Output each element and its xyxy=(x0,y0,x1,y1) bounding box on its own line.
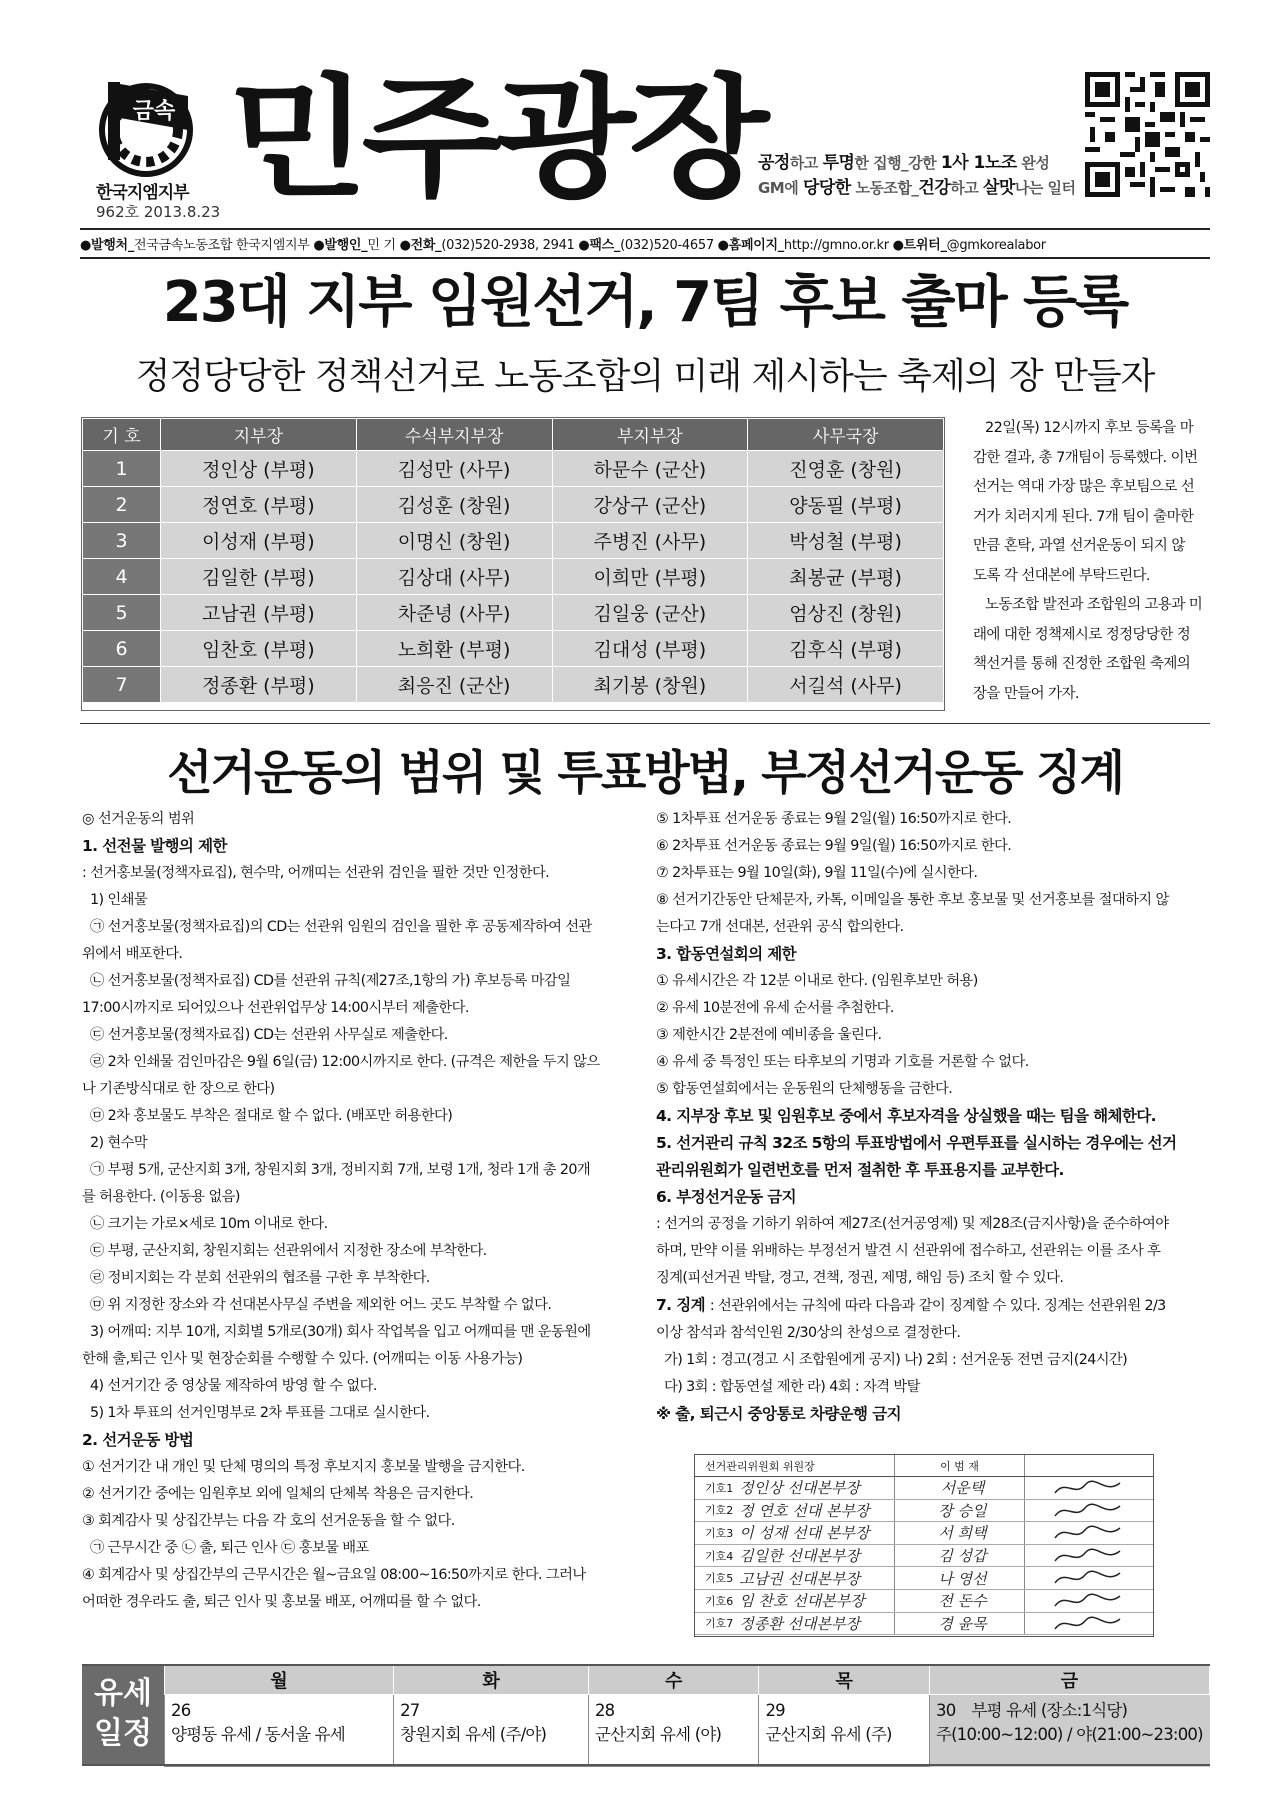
schedule-entry xyxy=(930,1695,1210,1767)
candidate-name: 최기봉 (창원) xyxy=(552,667,748,703)
candidate-row xyxy=(83,667,944,703)
handwritten-signature-icon xyxy=(1025,1545,1145,1567)
article-line: 3) 어깨띠: 지부 10개, 지회별 5개로(30개) 회사 작업복을 입고 어깨띠를 맨 운동원에 xyxy=(90,1324,591,1340)
candidate-number: 5 xyxy=(83,595,161,631)
handwritten-signature-icon xyxy=(1025,1522,1145,1544)
candidate-name: 김상대 (사무) xyxy=(356,559,552,595)
article-line: 나 기존방식대로 한 장으로 한다) xyxy=(82,1081,275,1097)
article-line: ⑦ 2차투표는 9월 10일(화), 9월 11일(수)에 실시한다. xyxy=(656,865,978,881)
intro-line: 거가 치러지게 된다. 7개 팀이 출마한 xyxy=(973,508,1194,525)
signature-campaign-head: 고남권 선대본부장 xyxy=(739,1569,860,1588)
qr-code-icon[interactable] xyxy=(1085,72,1210,197)
schedule-date: 29 xyxy=(765,1701,785,1720)
signature-campaign-head: 이 성재 선대 본부장 xyxy=(739,1524,870,1543)
intro-line: 책선거를 통해 진정한 조합원 축제의 xyxy=(973,656,1191,672)
candidate-row xyxy=(83,487,944,523)
col-header-number: 기 호 xyxy=(83,419,161,451)
article-line: ㉢ 선거홍보물(정책자료집) CD는 선관위 사무실로 제출한다. xyxy=(90,1027,448,1043)
article-line: 1) 인쇄물 xyxy=(90,892,148,908)
intro-line: 감한 결과, 총 7개팀이 등록했다. 이번 xyxy=(973,449,1198,466)
article-line: ㉠ 근무시간 중 ㉡ 출, 퇴근 인사 ㉢ 홍보물 배포 xyxy=(90,1540,369,1556)
article-line: 다) 3회 : 합동연설 제한 라) 4회 : 자격 박탈 xyxy=(664,1379,920,1395)
article-heading: 1. 선전물 발행의 제한 xyxy=(82,837,227,855)
article-line: ④ 유세 중 특정인 또는 타후보의 기명과 기호를 거론할 수 없다. xyxy=(656,1054,1029,1070)
intro-line: 노동조합 발전과 조합원의 고용과 미 xyxy=(985,597,1203,613)
signature-campaign-head: 정종환 선대본부장 xyxy=(739,1614,860,1633)
article-heading: ※ 출, 퇴근시 중앙통로 차량운행 금지 xyxy=(656,1405,901,1423)
article-line: ㉡ 크기는 가로×세로 10m 이내로 한다. xyxy=(90,1216,328,1232)
signature-ballot-number: 기호6 xyxy=(705,1594,734,1608)
article-line: 를 허용한다. (이동용 없음) xyxy=(82,1189,240,1205)
schedule-day-header: 목 xyxy=(759,1665,930,1695)
schedule-text: 양평동 유세 / 동서울 유세 xyxy=(171,1725,345,1744)
signature-committee-member: 김 성갑 xyxy=(938,1547,987,1566)
schedule-day-header: 월 xyxy=(165,1665,394,1695)
signature-campaign-head: 임 찬호 선대본부장 xyxy=(739,1592,865,1611)
signature-ballot-number: 기호7 xyxy=(705,1617,734,1631)
article-heading: 관리위원회가 일련번호를 먼저 절취한 후 투표용지를 교부한다. xyxy=(656,1161,1064,1179)
candidate-row xyxy=(83,631,944,667)
candidate-name: 하문수 (군산) xyxy=(552,451,748,487)
signature-row xyxy=(695,1567,1153,1590)
schedule-day-header: 화 xyxy=(394,1665,589,1695)
schedule-date: 30 부평 유세 (장소:1식당) xyxy=(936,1701,1128,1720)
article-heading: 2. 선거운동 방법 xyxy=(82,1431,194,1449)
handwritten-signature-icon xyxy=(1025,1567,1145,1589)
signature-committee-member: 서 희택 xyxy=(938,1524,987,1543)
article-line: 이상 참석과 참석인원 2/30상의 찬성으로 결정한다. xyxy=(656,1325,961,1341)
signature-ballot-number: 기호3 xyxy=(705,1526,734,1540)
article-line: ② 선거기간 중에는 임원후보 외에 일체의 단체복 착용은 금지한다. xyxy=(82,1486,474,1502)
handwritten-signature-icon xyxy=(1025,1500,1145,1522)
candidate-name: 진영훈 (창원) xyxy=(748,451,944,487)
signature-committee-member: 장 승일 xyxy=(938,1501,987,1520)
candidate-name: 강상구 (군산) xyxy=(552,487,748,523)
candidate-name: 정인상 (부평) xyxy=(161,451,357,487)
candidate-name: 김성만 (사무) xyxy=(356,451,552,487)
candidate-number: 6 xyxy=(83,631,161,667)
candidate-name: 양동필 (부평) xyxy=(748,487,944,523)
section-divider xyxy=(80,723,1210,724)
article-line: 17:00시까지로 되어있으나 선관위업무상 14:00시부터 제출한다. xyxy=(82,1000,469,1016)
candidate-number: 2 xyxy=(83,487,161,523)
signature-ballot-number: 기호4 xyxy=(705,1549,734,1563)
candidate-name: 최봉균 (부평) xyxy=(748,559,944,595)
candidate-name: 김일한 (부평) xyxy=(161,559,357,595)
signature-row xyxy=(695,1613,1153,1636)
handwritten-signature-icon xyxy=(1025,1477,1145,1499)
candidate-name: 이성재 (부평) xyxy=(161,523,357,559)
intro-line: 만큼 혼탁, 과열 선거운동이 되지 않 xyxy=(973,538,1185,554)
candidate-name: 김대성 (부평) xyxy=(552,631,748,667)
article-heading: 6. 부정선거운동 금지 xyxy=(656,1188,797,1206)
masthead xyxy=(80,60,1210,235)
article-line: ① 선거기간 내 개인 및 단체 명의의 특정 후보지지 홍보물 발행을 금지한다. xyxy=(82,1459,525,1475)
publisher-info-bar: ●발행처_전국금속노동조합 한국지엠지부 ●발행인_민 기 ●전화_(032)520-2938, 2941 ●팩스_(032)520-4657 ●홈페이지_http://gmno.or.kr ●트위터_@gmkorealabor xyxy=(80,228,1210,259)
candidate-row xyxy=(83,451,944,487)
article-line: ㉣ 정비지회는 각 분회 선관위의 협조를 구한 후 부착한다. xyxy=(90,1270,430,1286)
signature-campaign-head: 김일한 선대본부장 xyxy=(739,1547,860,1566)
article-line: 가) 1회 : 경고(경고 시 조합원에게 공지) 나) 2회 : 선거운동 전면 금지(24시간) xyxy=(664,1352,1128,1368)
schedule-text: 군산지회 유세 (주) xyxy=(765,1725,892,1744)
section-title: 선거운동의 범위 및 투표방법, 부정선거운동 징계 xyxy=(167,746,1123,801)
article-line: ㉢ 부평, 군산지회, 창원지회는 선관위에서 지정한 장소에 부착한다. xyxy=(90,1243,487,1259)
col-header-senior-vice: 수석부지부장 xyxy=(356,419,552,451)
candidate-name: 고남권 (부평) xyxy=(161,595,357,631)
col-header-vice: 부지부장 xyxy=(552,419,748,451)
schedule-text: 부평 유세 (장소:1식당) xyxy=(971,1701,1128,1720)
intro-line: 도록 각 선대본에 부탁드린다. xyxy=(973,567,1150,584)
candidate-name: 노희환 (부평) xyxy=(356,631,552,667)
signature-row xyxy=(695,1545,1153,1568)
col-header-secretary: 사무국장 xyxy=(748,419,944,451)
article-line: ㉤ 위 지정한 장소와 각 선대본사무실 주변을 제외한 어느 곳도 부착할 수 없다. xyxy=(90,1297,552,1313)
handwritten-signature-icon xyxy=(1025,1613,1145,1635)
intro-text xyxy=(973,414,1210,709)
schedule-day-header: 금 xyxy=(930,1665,1210,1695)
signature-committee-member: 서운택 xyxy=(940,1479,985,1498)
candidate-name: 최응진 (군산) xyxy=(356,667,552,703)
candidate-name: 이희만 (부평) xyxy=(552,559,748,595)
candidate-row xyxy=(83,559,944,595)
candidate-name: 정종환 (부평) xyxy=(161,667,357,703)
article-line: 징계(피선거권 박탈, 경고, 견책, 정권, 제명, 해임 등) 조치 할 수 있다. xyxy=(656,1270,1064,1286)
article-right-column xyxy=(656,806,1210,1428)
schedule-text: 군산지회 유세 (야) xyxy=(594,1725,722,1744)
signature-campaign-head: 정인상 선대본부장 xyxy=(739,1479,860,1498)
handwritten-signature-icon xyxy=(1025,1590,1145,1612)
article-line: ④ 회계감사 및 상집간부의 근무시간은 월~금요일 08:00~16:50까지로 한다. 그러나 xyxy=(82,1567,586,1583)
article-line: ㉠ 선거홍보물(정책자료집)의 CD는 선관위 임원의 검인을 필한 후 공동제작하여 선관 xyxy=(90,919,592,935)
article-left-column xyxy=(82,806,642,1616)
publisher-org: 한국지엠지부 xyxy=(96,183,189,203)
article-line: 5) 1차 투표의 선거인명부로 2차 투표를 그대로 실시한다. xyxy=(90,1405,430,1421)
schedule-entry xyxy=(394,1695,589,1767)
article-line: 위에서 배포한다. xyxy=(82,946,183,962)
signature-committee-member: 경 윤목 xyxy=(938,1614,987,1633)
main-headline: 23대 지부 임원선거, 7팀 후보 출마 등록 xyxy=(162,270,1128,335)
signature-committee-member: 나 영선 xyxy=(938,1569,987,1588)
article-line: ◎ 선거운동의 범위 xyxy=(82,811,195,827)
candidate-name: 엄상진 (창원) xyxy=(748,595,944,631)
signature-row xyxy=(695,1590,1153,1613)
article-line: : 선거홍보물(정책자료집), 현수막, 어깨띠는 선관위 검인을 필한 것만 인정한다. xyxy=(82,865,550,881)
candidate-row xyxy=(83,523,944,559)
article-line: 어떠한 경우라도 출, 퇴근 인사 및 홍보물 배포, 어깨띠를 할 수 없다. xyxy=(82,1594,481,1610)
candidate-row xyxy=(83,595,944,631)
article-line: ⑥ 2차투표 선거운동 종료는 9월 9일(월) 16:50까지로 한다. xyxy=(656,838,1012,854)
article-line: 는다고 7개 선대본, 선관위 공식 합의한다. xyxy=(656,919,904,935)
twitter-link[interactable]: @gmkorealabor xyxy=(946,238,1046,253)
article-line: ⑤ 1차투표 선거운동 종료는 9월 2일(월) 16:50까지로 한다. xyxy=(656,811,1012,827)
candidate-number: 3 xyxy=(83,523,161,559)
candidate-table xyxy=(82,418,944,703)
article-line: ⑧ 선거기간동안 단체문자, 카톡, 이메일을 통한 후보 홍보물 및 선거홍보를 절대하지 않 xyxy=(656,892,1169,908)
candidate-number: 4 xyxy=(83,559,161,595)
article-line: 하며, 만약 이를 위배하는 부정선거 발견 시 선관위에 접수하고, 선관위는 이를 조사 후 xyxy=(656,1243,1161,1259)
sub-headline: 정정당당한 정책선거로 노동조합의 미래 제시하는 축제의 장 만들자 xyxy=(135,356,1155,397)
article-line: ③ 회계감사 및 상집간부는 다음 각 호의 선거운동을 할 수 없다. xyxy=(82,1513,455,1529)
candidate-name: 김성훈 (창원) xyxy=(356,487,552,523)
article-heading: 5. 선거관리 규칙 32조 5항의 투표방법에서 우편투표를 실시하는 경우에는 선거 xyxy=(656,1134,1177,1152)
schedule-entry xyxy=(588,1695,759,1767)
issue-info: 962호 2013.8.23 xyxy=(96,203,221,221)
candidate-name: 차준녕 (사무) xyxy=(356,595,552,631)
signature-header: 선거관리위원회 위원장 이 범 재 xyxy=(695,1455,1153,1477)
candidate-number: 1 xyxy=(83,451,161,487)
candidate-name: 김후식 (부평) xyxy=(748,631,944,667)
logo-text: 금속 xyxy=(132,99,176,124)
article-line: ㉡ 선거홍보물(정책자료집) CD를 선관위 규칙(제27조,1항의 가) 후보등록 마감일 xyxy=(90,973,571,989)
article-line: 7. 징계 : 선관위에서는 규칙에 따라 다음과 같이 징계할 수 있다. 징계는 선관위원 2/3 xyxy=(656,1296,1166,1314)
schedule-date: 26 xyxy=(171,1701,191,1720)
slogan-line1: 공정하고 투명한 집행_강한 1사 1노조 완성 xyxy=(758,153,1050,173)
col-header-chief: 지부장 xyxy=(161,419,357,451)
schedule-text: 주(10:00~12:00) / 야(21:00~23:00) xyxy=(936,1725,1203,1744)
intro-line: 선거는 역대 가장 많은 후보팀으로 선 xyxy=(973,479,1195,495)
article-line: ① 유세시간은 각 12분 이내로 한다. (임원후보만 허용) xyxy=(656,973,978,989)
schedule-entry xyxy=(165,1695,394,1767)
article-line: ⑤ 합동연설회에서는 운동원의 단체행동을 금한다. xyxy=(656,1081,953,1097)
schedule-date: 27 xyxy=(400,1701,420,1720)
article-line: 한해 출,퇴근 인사 및 현장순회를 수행할 수 있다. (어깨띠는 이동 사용가능) xyxy=(82,1351,523,1367)
candidate-name: 박성철 (부평) xyxy=(748,523,944,559)
signature-ballot-number: 기호2 xyxy=(705,1504,734,1518)
signature-campaign-head: 정 연호 선대 본부장 xyxy=(739,1501,870,1520)
homepage-link[interactable]: http://gmno.or.kr xyxy=(783,238,889,253)
candidate-name: 이명신 (창원) xyxy=(356,523,552,559)
newspaper-title: 민주광장 xyxy=(228,62,763,216)
union-logo xyxy=(92,74,196,178)
candidate-name: 임찬호 (부평) xyxy=(161,631,357,667)
signature-row xyxy=(695,1500,1153,1523)
article-line: 2) 현수막 xyxy=(90,1135,148,1151)
article-heading: 4. 지부장 후보 및 임원후보 중에서 후보자격을 상실했을 때는 팀을 해체한다. xyxy=(656,1107,1156,1125)
slogan-line2: GM에 당당한 노동조합_건강하고 살맛나는 일터 xyxy=(758,178,1076,198)
intro-line: 22일(목) 12시까지 후보 등록을 마 xyxy=(985,420,1194,436)
intro-line: 장을 만들어 가자. xyxy=(973,685,1079,702)
article-line: ㉣ 2차 인쇄물 검인마감은 9월 6일(금) 12:00시까지로 한다. (규격은 제한을 두지 않으 xyxy=(90,1054,600,1070)
signature-ballot-number: 기호5 xyxy=(705,1572,734,1586)
candidate-name: 주병진 (사무) xyxy=(552,523,748,559)
signature-ballot-number: 기호1 xyxy=(705,1481,734,1495)
article-line: ③ 제한시간 2분전에 예비종을 울린다. xyxy=(656,1027,882,1043)
schedule-date: 28 xyxy=(594,1701,615,1720)
signature-row xyxy=(695,1477,1153,1500)
candidate-name: 서길석 (사무) xyxy=(748,667,944,703)
intro-line: 래에 대한 정책제시로 정정당당한 정 xyxy=(973,626,1191,643)
article-line: : 선거의 공정을 기하기 위하여 제27조(선거공영제) 및 제28조(금지사항)을 준수하여야 xyxy=(656,1216,1169,1232)
schedule-entry xyxy=(759,1695,930,1767)
article-heading: 3. 합동연설회의 제한 xyxy=(656,945,797,963)
candidate-number: 7 xyxy=(83,667,161,703)
signature-committee-member: 전 돈수 xyxy=(938,1592,987,1611)
schedule-text: 창원지회 유세 (주/야) xyxy=(400,1725,547,1744)
candidate-name: 김일웅 (군산) xyxy=(552,595,748,631)
schedule-label: 유세 일정 xyxy=(82,1664,164,1766)
article-line: ㉤ 2차 홍보물도 부착은 절대로 할 수 없다. (배포만 허용한다) xyxy=(90,1108,453,1124)
candidate-name: 정연호 (부평) xyxy=(161,487,357,523)
article-line: ② 유세 10분전에 유세 순서를 추첨한다. xyxy=(656,1000,894,1016)
article-line: ㉠ 부평 5개, 군산지회 3개, 창원지회 3개, 정비지회 7개, 보령 1개, 청라 1개 총 20개 xyxy=(90,1162,591,1178)
schedule-day-header: 수 xyxy=(588,1665,759,1695)
signature-row xyxy=(695,1522,1153,1545)
signature-table xyxy=(694,1454,1154,1637)
schedule-table xyxy=(164,1664,1210,1767)
article-line: 4) 선거기간 중 영상물 제작하여 방영 할 수 없다. xyxy=(90,1378,377,1394)
